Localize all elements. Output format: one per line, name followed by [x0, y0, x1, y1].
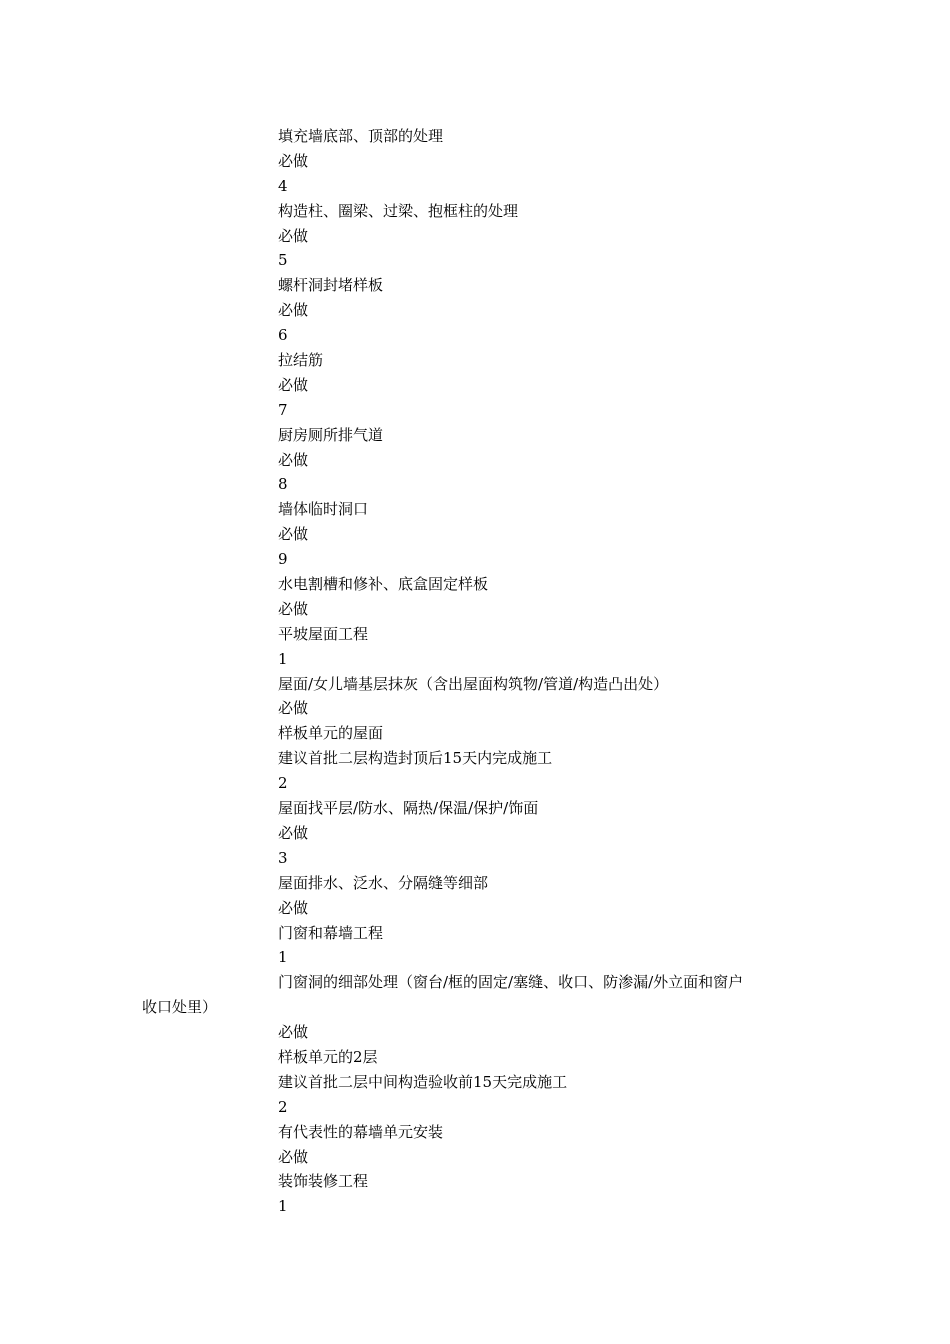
text-line: 构造柱、圈梁、过梁、抱框柱的处理: [278, 201, 519, 220]
text-line: 5: [278, 251, 288, 270]
text-line: 屋面/女儿墙基层抹灰（含出屋面构筑物/管道/构造凸出处）: [278, 674, 669, 693]
text-line: 样板单元的2层: [278, 1047, 378, 1066]
text-line: 2: [278, 774, 288, 793]
text-line: 必做: [278, 1023, 309, 1042]
section-heading: 装饰装修工程: [278, 1172, 369, 1191]
text-line: 2: [278, 1097, 288, 1116]
text-line: 厨房厕所排气道: [278, 425, 384, 444]
text-line: 建议首批二层中间构造验收前15天完成施工: [278, 1072, 568, 1091]
text-line: 拉结筋: [278, 351, 324, 370]
text-line: 必做: [278, 301, 309, 320]
section-heading: 平坡屋面工程: [278, 624, 369, 643]
text-line: 建议首批二层构造封顶后15天内完成施工: [278, 749, 553, 768]
text-line: 螺杆洞封堵样板: [278, 276, 384, 295]
text-line: 必做: [278, 1147, 309, 1166]
text-line: 8: [278, 475, 288, 494]
text-line-continuation: 收口处里）: [142, 998, 218, 1017]
text-line: 4: [278, 176, 288, 195]
text-line: 9: [278, 550, 288, 569]
text-line: 必做: [278, 823, 309, 842]
text-line: 1: [278, 1197, 288, 1216]
text-line: 门窗洞的细部处理（窗台/框的固定/塞缝、收口、防渗漏/外立面和窗户: [278, 973, 744, 992]
text-line: 屋面排水、泛水、分隔缝等细部: [278, 873, 489, 892]
text-line: 有代表性的幕墙单元安装: [278, 1122, 444, 1141]
text-line: 必做: [278, 450, 309, 469]
text-line: 必做: [278, 525, 309, 544]
text-line: 必做: [278, 898, 309, 917]
text-line: 屋面找平层/防水、隔热/保温/保护/饰面: [278, 799, 539, 818]
text-line: 必做: [278, 151, 309, 170]
document-body: [0, 124, 950, 1219]
text-line: 填充墙底部、顶部的处理: [278, 127, 444, 145]
text-line: 样板单元的屋面: [278, 724, 384, 743]
text-line: 水电割槽和修补、底盒固定样板: [278, 575, 489, 594]
text-line: 墙体临时洞口: [278, 500, 369, 519]
text-line: 必做: [278, 699, 309, 718]
text-line: 7: [278, 400, 288, 419]
text-line: 1: [278, 649, 288, 668]
text-line: 6: [278, 326, 288, 345]
text-line: 3: [278, 848, 288, 867]
section-heading: 门窗和幕墙工程: [278, 923, 384, 942]
text-line: 必做: [278, 599, 309, 618]
text-line: 1: [278, 948, 288, 967]
text-line: 必做: [278, 226, 309, 245]
text-line: 必做: [278, 375, 309, 394]
